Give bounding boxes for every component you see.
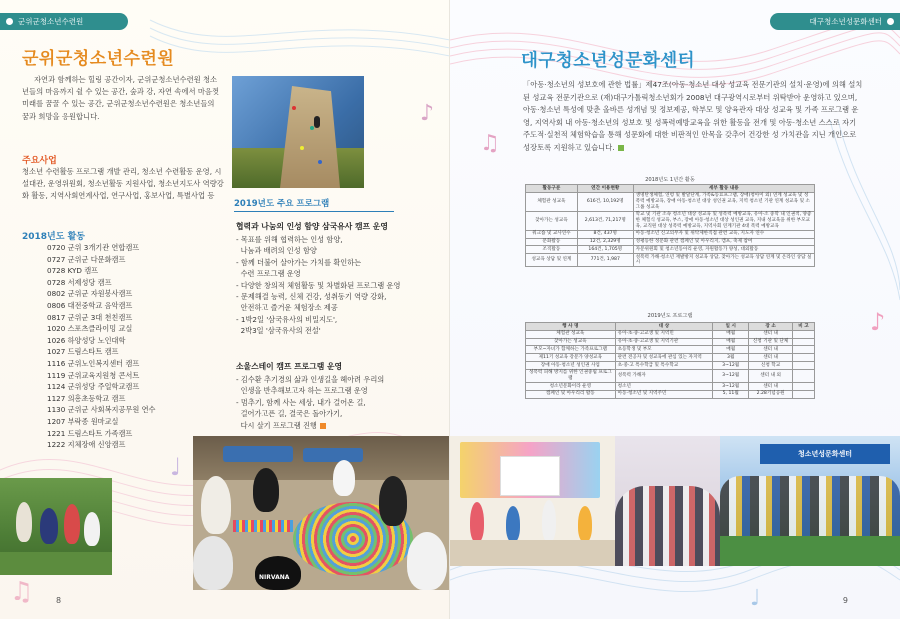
table-header-cell: 활동구분 — [526, 185, 578, 193]
table-cell: 조직활동 — [526, 246, 578, 254]
program-bullet — [236, 325, 400, 336]
page-title: 대구청소년성문화센터 — [521, 51, 696, 71]
program-bullet — [236, 302, 400, 313]
table-cell: 초·중·고 특수학급 및 특수학교 — [615, 361, 713, 369]
program-bullet-text: 수련 프로그램 운영 — [236, 269, 301, 279]
table-row — [526, 338, 815, 346]
activity-item: 0728 KYD 캠프 — [47, 266, 99, 276]
climbing-wall-photo — [232, 76, 364, 188]
table-header-cell: 일 시 — [713, 323, 749, 331]
end-mark-icon — [618, 145, 624, 151]
shirt-print-text: NIRVANA — [259, 574, 290, 581]
table-cell: 771건, 1,987 — [577, 254, 633, 267]
page-number: 8 — [56, 596, 62, 605]
table2-caption: 2019년도 프로그램 — [647, 313, 693, 319]
header-label: 대구청소년성문화센터 — [809, 17, 882, 26]
program1-bullets — [236, 234, 400, 337]
program-bullet — [236, 234, 400, 245]
table-cell: 2,613건, 71,217명 — [577, 211, 633, 230]
program1-title: 협력과 나눔의 인성 함양 삼국유사 캠프 운영 — [236, 222, 388, 231]
table-cell — [793, 346, 815, 354]
activity-item: 1127 의흥초등학교 캠프 — [47, 393, 126, 403]
table-cell: 성교육 상담 및 연계 — [526, 254, 578, 267]
outdoor-group-photo — [0, 478, 112, 575]
table-header-cell: 행 사 명 — [526, 323, 616, 331]
table-cell: 매월 — [713, 346, 749, 354]
table-cell: 매월 — [713, 330, 749, 338]
bullet-icon — [887, 18, 894, 25]
activity-item: 1026 하양성당 노인대학 — [47, 335, 126, 345]
activity-item: 0817 군위군 3대 천친캠프 — [47, 312, 133, 322]
table-header-cell: 장 소 — [749, 323, 793, 331]
program-bullet-text: - 다양한 창의적 체험활동 및 차별화된 프로그램 운영 — [236, 280, 401, 290]
table-cell: 체험관 성교육 — [526, 330, 616, 338]
table-cell: 찾아가는 성교육 — [526, 211, 578, 230]
table-row — [526, 361, 815, 369]
table-cell — [793, 383, 815, 391]
table-header-cell: 대 상 — [615, 323, 713, 331]
table-cell: 3월 — [713, 354, 749, 362]
table-cell — [793, 369, 815, 382]
program-bullet-text: 걸어가고픈 길, 결국은 돌아가기, — [236, 409, 343, 419]
table-cell: 3~12월 — [713, 369, 749, 382]
table-cell: 청소년문화이라 운영 — [526, 383, 616, 391]
banner-group-photo — [720, 436, 900, 566]
right-page — [450, 0, 900, 619]
program-bullet — [236, 314, 400, 325]
program-bullet-text: - 멈추기, 함께 사는 세상, 내가 걸어온 길, — [236, 397, 366, 407]
table1-caption: 2018년도 1년간 활동 — [645, 177, 695, 183]
table-cell — [793, 390, 815, 398]
program-bullet — [236, 291, 400, 302]
table-header-cell: 세부 활동 내용 — [633, 185, 814, 193]
table-cell: 관련 전공자 및 성교육에 관심 있는 자지역 — [615, 354, 713, 362]
banner-text: 청소년성문화센터 — [760, 444, 890, 464]
activity-item: 1124 군위성당 주일학교캠프 — [47, 382, 140, 392]
table-cell: 616건, 10,192명 — [577, 192, 633, 211]
program-bullet-text: - 문제해결 능력, 신체 건강, 성취동기 역량 강화, — [236, 292, 387, 302]
music-note-icon: ♩ — [750, 586, 761, 611]
main-business-heading: 주요사업 — [22, 156, 57, 166]
activity-item: 0720 군위 3개기관 연합캠프 — [47, 243, 140, 252]
table-cell: 체험관 성교육 — [526, 192, 578, 211]
table-row — [526, 246, 815, 254]
activity-item: 1221 드림스타트 가족캠프 — [47, 428, 133, 438]
table-cell: 3~12월 — [713, 361, 749, 369]
table-cell: 성폭력 피해 방지를 위한 인권중립 프로그램 — [526, 369, 616, 382]
programs-box-title: 2019년도 주요 프로그램 — [234, 199, 330, 209]
activities-list — [47, 242, 207, 451]
table-cell: 성폭력 가해자 — [615, 369, 713, 382]
program-bullet-text: 다시 살기 프로그램 진행 — [236, 420, 317, 430]
intro-paragraph: 자연과 함께하는 힐링 공간이자, 군위군청소년수련원 청소년들의 마음까지 쉴 수 있는 공간, 숲과 강, 자연 속에서 마음껏 미래를 꿈꿀 수 있는 공간, 군위군청소년수련원은 청소년들의 꿈과 희망을 응원합니다. — [22, 75, 220, 121]
intro-paragraph: 「아동·청소년의 성보호에 관한 법률」제47조(아동·청소년 대상 성교육 전문기관의 설치·운영)에 의해 설치된 성교육 전문기관으로 (재)대구가톨릭청소년회가 2008년 대구광역시로부터 위탁받아 운영하고 있으며, 아동·청소년 특성에 맞춘 올바른 성개념 및 정보제공, 학부모 및 양육관자 대상 성교육 및 가족 프로그램 운영, 지역사회 내 아동·청소년의 성보호 및 성폭력예방교육을 위한 활동을 전개 및 아동·청소년 스스로 자기 주도적·실천적 체험학습을 통해 성문화에 대한 비판적인 안목을 갖추어 건강한 성 가치관을 지닌 개인으로 성장토록 지원하고 있습니다. — [523, 80, 863, 152]
table-cell: 3~12월 — [713, 383, 749, 391]
table-cell: 센터 내 — [749, 330, 793, 338]
table-cell: 센터 내 외 — [749, 369, 793, 382]
program-bullet-text: 안전하고 즐거운 체험장소 제공 — [236, 303, 338, 313]
table-cell: 부모~자녀가 함께하는 가족프로그램 — [526, 346, 616, 354]
program-bullet-text: - 목표를 위해 협력하는 인성 함양, — [236, 235, 343, 244]
activity-item: 0727 군위군 다문화캠프 — [47, 254, 126, 264]
table-row — [526, 390, 815, 398]
table-cell: 자문위원회 및 청소년동아리 운영, 자원활동가 양성, 대외활동 — [633, 246, 814, 254]
table-row — [526, 354, 815, 362]
table-cell: 5, 11월 — [713, 390, 749, 398]
table-row — [526, 254, 815, 267]
program-bullet — [236, 268, 400, 279]
program-bullet-text: - 1박2일 '삼국유사의 비밀지도', — [236, 314, 338, 324]
program-bullet-text: 2박3일 '삼국유사의 전설' — [236, 326, 321, 336]
music-note-icon: ♫ — [480, 131, 500, 156]
table-cell: 워크숍 및 교사연수 — [526, 230, 578, 238]
program2-bullets — [236, 374, 384, 431]
page-header-tab — [770, 13, 900, 30]
activity-item: 0802 군위군 자원봉사캠프 — [47, 289, 133, 299]
table-row — [526, 383, 815, 391]
program-bullet-text: - 김수환 추기경의 삶과 인생길을 헤아려 우리의 — [236, 375, 385, 384]
program-bullet — [236, 245, 400, 256]
table-cell: 신청 기관 및 단체 — [749, 338, 793, 346]
activity-item: 1222 지체장애 신앙캠프 — [47, 440, 126, 450]
table-cell — [793, 338, 815, 346]
table-cell: 신청 학교 — [749, 361, 793, 369]
table-cell: 유아·초·중·고교생 및 지역민 — [615, 330, 713, 338]
table-cell: 장애 아동·청소년 성인권 사업 — [526, 361, 616, 369]
table-cell: 문화활동 — [526, 238, 578, 246]
program-bullet-text: - 함께 더불어 살아가는 가치를 확인하는 — [236, 257, 362, 267]
end-mark-icon — [320, 423, 326, 429]
program-bullet — [236, 257, 400, 268]
page-number: 9 — [842, 596, 848, 605]
table-cell: 아동·청소년 및 지역주민 — [615, 390, 713, 398]
program-bullet — [236, 408, 384, 419]
activity-item: 1116 군위노인복지센터 캠프 — [47, 358, 140, 368]
table-header-cell: 연간 이용현황 — [577, 185, 633, 193]
music-note-icon: ♩ — [170, 453, 182, 481]
table-cell: 찾아가는 성교육 — [526, 338, 616, 346]
activity-item: 0728 서제성당 캠프 — [47, 277, 112, 287]
page-title: 군위군청소년수련원 — [22, 49, 175, 69]
programs-table — [525, 322, 815, 399]
table-cell: 학교 및 기관 소속 청소년 대상 성교육 및 성폭력 예방교육, 유아·소 중학 내 인권적, 양좋한 체험식 성교육, 부스, 장애 아동‧청소년 대상 성인권 교육, 지내 성교육을 위한 부모교육, 교직원 대상 성폭력 예방교육, 지역사회 연계기관 4대 폭력 예방교육 — [633, 211, 814, 230]
activity-item: 1207 부락종 원마교실 — [47, 416, 119, 426]
table-cell — [793, 354, 815, 362]
table-cell: 제11기 성교육 강문가 양성교육 — [526, 354, 616, 362]
program-bullet — [236, 385, 384, 396]
table-row — [526, 238, 815, 246]
activities-heading: 2018년도 활동 — [22, 232, 85, 242]
table-cell: 성폭력 가해·청소년 재발방지 성교육 상담, 찾아가는 성교육 상담 연계 및 온라인 상담 실시 — [633, 254, 814, 267]
program-bullet — [236, 280, 400, 291]
program2-title: 소울스테이 캠프 프로그램 운영 — [236, 362, 343, 371]
program-bullet — [236, 420, 384, 431]
table-cell: 유아·초·중·고교생 및 지역기관 — [615, 338, 713, 346]
activity-item: 1119 군위교육지원청 콘서트 — [47, 370, 140, 380]
table-cell: 센터 내 — [749, 346, 793, 354]
table-cell: 청소년 — [615, 383, 713, 391]
table-row — [526, 330, 815, 338]
table-cell: 12건, 2,329명 — [577, 238, 633, 246]
activity-item: 0806 대전중학교 음악캠프 — [47, 300, 133, 310]
activity-item: 1020 스포츠클라이밍 교실 — [47, 324, 133, 334]
music-note-icon: ♪ — [420, 101, 435, 126]
table-cell: 164건, 1,705명 — [577, 246, 633, 254]
table-cell: 8건, 437명 — [577, 230, 633, 238]
program-bullet — [236, 374, 384, 385]
table-cell: 센터 내 — [749, 354, 793, 362]
program-bullet-text: 나눔과 배려의 인성 함양 — [236, 246, 317, 256]
domino-activity-photo — [193, 436, 450, 590]
table-cell: 생명탄생체험, 연령 및 발달단계, 가족&동료프그램, 장애(청아이 외) 연계 성교육 및 성폭력 예방교육, 장애 아동‧청소년 대상 성인권 교육, 지역 청소년 기관 연계 성교육 및 소그룹 성교육 — [633, 192, 814, 211]
table-cell: 매월 — [713, 338, 749, 346]
activity-item: 1130 군위군 사회복지공무원 연수 — [47, 405, 156, 415]
table-cell: 초등학생 및 부모 — [615, 346, 713, 354]
table-cell: 2.28기념공원 — [749, 390, 793, 398]
header-label: 군위군청소년수련원 — [18, 17, 84, 26]
table-cell — [793, 330, 815, 338]
table-cell: 캠페인 및 아우리리 활동 — [526, 390, 616, 398]
music-note-icon: ♫ — [10, 577, 34, 607]
bullet-icon — [6, 18, 13, 25]
main-business-text: 청소년 수련활동 프로그램 개발 관리, 청소년 수련활동 운영, 시설대관, 운영위원회, 청소년활동 지원사업, 청소년지도사 역량강화 활동, 지역사회연계사업, 연구사업, 홍보사업, 특별사업 등 — [22, 167, 224, 201]
audience-photo — [615, 436, 720, 566]
table-cell — [793, 361, 815, 369]
table-header-cell: 비 고 — [793, 323, 815, 331]
table-row — [526, 230, 815, 238]
program-bullet-text: 인생을 반추해보고자 하는 프로그램 운영 — [236, 386, 368, 396]
music-note-icon: ♪ — [870, 308, 886, 336]
page-header-tab — [0, 13, 128, 30]
activity-item: 1027 드림스타트 캠프 — [47, 347, 119, 357]
table-row — [526, 346, 815, 354]
activities-table — [525, 184, 815, 267]
table-cell: 센터 내 — [749, 383, 793, 391]
table-row — [526, 192, 815, 211]
program-bullet — [236, 397, 384, 408]
table-row — [526, 211, 815, 230]
table-cell: 아동·청소년 신고의무자 및 위탁제한직접 관련 교육, 지도자 연수 — [633, 230, 814, 238]
table-cell: 성평등한 성문화 관련 캠페인 및 아우리지, 캠프, 축제 참여 — [633, 238, 814, 246]
exhibit-photo — [450, 436, 615, 566]
table-row — [526, 369, 815, 382]
